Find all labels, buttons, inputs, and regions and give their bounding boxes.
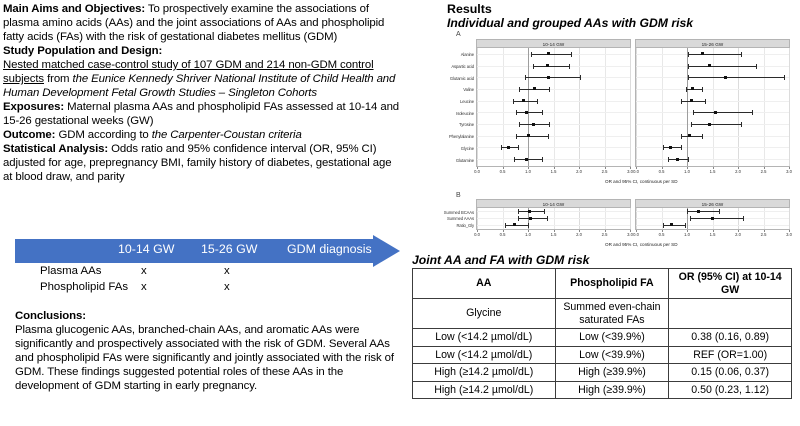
panel-b-facet-strip-label: 10-14 GW <box>476 199 631 208</box>
ci-cap-upper <box>743 216 744 221</box>
x-axis-tick-label: 2.5 <box>760 169 767 174</box>
x-axis-tick-label: 0.5 <box>658 169 665 174</box>
ci-cap-lower <box>681 99 682 104</box>
x-axis-tick-label: 0.0 <box>474 169 480 174</box>
x-axis-tick-label: 1.0 <box>684 169 690 174</box>
outcome-label: Outcome: <box>3 129 56 141</box>
y-axis-category-label: Isoleucine <box>456 110 474 116</box>
outcome-criteria: the Carpenter-Coustan criteria <box>151 129 302 141</box>
ci-cap-lower <box>514 157 515 162</box>
ci-cap-upper <box>719 209 720 214</box>
timeline-stage-labels <box>15 239 375 263</box>
ci-cap-upper <box>549 122 550 127</box>
ci-cap-upper <box>571 52 572 57</box>
ci-cap-upper <box>784 75 785 80</box>
odds-ratio-point <box>711 217 714 220</box>
exposures-paragraph <box>3 100 401 128</box>
odds-ratio-point <box>697 210 700 213</box>
panel-a-facet <box>476 39 631 176</box>
odds-ratio-point <box>714 111 717 114</box>
odds-ratio-point <box>547 76 550 79</box>
panel-a-letter: A <box>456 31 461 38</box>
x-axis-tick-label: 0.5 <box>499 232 506 237</box>
x-axis-tick-label: 1.0 <box>525 232 531 237</box>
ci-cap-upper <box>681 145 682 150</box>
odds-ratio-point <box>701 52 704 55</box>
timeline-row-label: Phospholipid FAs <box>40 281 129 293</box>
ci-cap-lower <box>663 223 664 228</box>
panel-b-facet-strip-label: 15-26 GW <box>635 199 790 208</box>
y-axis-category-label: Glutamine <box>455 157 474 163</box>
table-row <box>413 381 792 399</box>
ci-cap-upper <box>685 223 686 228</box>
ci-cap-upper <box>702 87 703 92</box>
x-axis-caption: OR and 95% CI, continuous per SD <box>605 179 678 184</box>
x-axis-tick-label: 1.0 <box>525 169 531 174</box>
table-header-fa: Phospholipid FA <box>555 269 669 299</box>
panel-a-plot-area <box>635 48 790 167</box>
odds-ratio-point <box>670 223 673 226</box>
ci-cap-lower <box>686 87 687 92</box>
population-heading <box>3 44 401 58</box>
gridline-horizontal <box>477 147 630 148</box>
timeline-stage-1: 10-14 GW <box>118 242 175 256</box>
x-axis-tick-label: 1.5 <box>709 232 716 237</box>
gridline-horizontal <box>477 112 630 113</box>
y-axis-category-label: Ratio_Gly <box>456 223 474 229</box>
abstract-left-column <box>3 2 401 424</box>
ci-cap-lower <box>688 52 689 57</box>
panel-a-facet-strip-label: 15-26 GW <box>635 39 790 48</box>
table-header-or: OR (95% CI) at 10-14 GW <box>669 269 792 299</box>
ci-cap-lower <box>525 75 526 80</box>
x-axis-tick-label: 1.5 <box>550 232 557 237</box>
reference-line <box>528 48 529 166</box>
x-axis-tick-label: 0.5 <box>658 232 665 237</box>
timeline-row-mark-2: x <box>224 265 230 277</box>
y-axis-category-label: Glycine <box>460 145 474 151</box>
table-cell-or: REF (OR=1.00) <box>669 346 792 364</box>
ci-cap-upper <box>518 145 519 150</box>
confidence-interval-bar <box>505 225 528 226</box>
conclusions-body: Plasma glucogenic AAs, branched-chain AAs, and aromatic AAs were significantly and prospectively associated with the risk of GDM. Several AAs and phospholipid FAs were significantly and jointly associated with the risk of GDM. These findings suggested potential roles of these AAs in the development of GDM starting in early pregnancy. <box>15 324 394 392</box>
table-cell-aa: Low (<14.2 µmol/dL) <box>413 346 556 364</box>
gridline-horizontal <box>636 147 789 148</box>
table-row <box>413 346 792 364</box>
conclusions-heading <box>15 309 403 323</box>
x-axis-tick-label: 3.0 <box>786 169 792 174</box>
ci-cap-upper <box>542 110 543 115</box>
statistics-label: Statistical Analysis: <box>3 143 109 155</box>
confidence-interval-bar <box>681 101 705 102</box>
panel-a-container <box>448 39 792 184</box>
x-axis-tick-label: 3.0 <box>627 169 633 174</box>
confidence-interval-bar <box>693 112 752 113</box>
timeline-row-label: Plasma AAs <box>40 265 102 277</box>
gridline-horizontal <box>477 101 630 102</box>
panel-a-plot-area <box>476 48 631 167</box>
gridline-horizontal <box>477 136 630 137</box>
ci-cap-lower <box>693 110 694 115</box>
timeline-row-mark-1: x <box>141 265 147 277</box>
x-axis-tick-label: 2.5 <box>601 169 608 174</box>
conclusions-block <box>15 309 403 393</box>
x-axis-caption: OR and 95% CI, continuous per SD <box>605 242 678 247</box>
odds-ratio-point <box>669 146 672 149</box>
aims-label: Main Aims and Objectives: <box>3 3 146 15</box>
y-axis-category-label: Phenylalanine <box>448 134 474 140</box>
ci-cap-upper <box>537 99 538 104</box>
x-axis-tick-label: 1.5 <box>550 169 557 174</box>
ci-cap-upper <box>549 87 550 92</box>
panel-b-container <box>443 199 792 247</box>
population-label: Study Population and Design: <box>3 45 163 57</box>
confidence-interval-bar <box>688 54 741 55</box>
ci-cap-upper <box>544 209 545 214</box>
ci-cap-lower <box>681 134 682 139</box>
ci-cap-upper <box>705 99 706 104</box>
exposures-text: Maternal plasma AAs and phospholipid FAs assessed at 10-14 and 15-26 gestational weeks (GW) <box>3 101 400 127</box>
gridline-horizontal <box>636 89 789 90</box>
ci-cap-upper <box>752 110 753 115</box>
gridline-horizontal <box>477 124 630 125</box>
x-axis-tick-label: 3.0 <box>786 232 792 237</box>
table-header-row <box>413 269 792 299</box>
aims-paragraph <box>3 2 401 44</box>
confidence-interval-bar <box>533 66 569 67</box>
table-cell-aa: High (≥14.2 µmol/dL) <box>413 381 556 399</box>
odds-ratio-point <box>522 99 525 102</box>
ci-cap-upper <box>548 134 549 139</box>
gridline-horizontal <box>636 136 789 137</box>
timeline-stage-3: GDM diagnosis <box>287 242 372 256</box>
ci-cap-upper <box>756 64 757 69</box>
table-subheader-row <box>413 299 792 329</box>
x-axis-tick-label: 0.0 <box>474 232 480 237</box>
y-axis-category-label: Aspartic acid <box>451 63 474 69</box>
ci-cap-upper <box>547 216 548 221</box>
gridline-horizontal <box>636 159 789 160</box>
confidence-interval-bar <box>525 77 580 78</box>
ci-cap-lower <box>516 110 517 115</box>
gridline-horizontal <box>477 159 630 160</box>
y-axis-category-label: Tyrosine <box>458 122 474 128</box>
gridline-vertical <box>789 208 790 229</box>
table-cell-fa: Low (<39.9%) <box>555 329 669 347</box>
x-axis-tick-label: 2.0 <box>576 169 582 174</box>
x-axis-tick-label: 1.5 <box>709 169 716 174</box>
table-cell-fa: Low (<39.9%) <box>555 346 669 364</box>
confidence-interval-bar <box>518 218 548 219</box>
ci-cap-lower <box>687 209 688 214</box>
table-body <box>413 299 792 399</box>
statistics-text: Odds ratio and 95% confidence interval (OR, 95% CI) adjusted for age, prepregnancy BMI, family history of diabetes, gestational age at blood draw, and parity <box>3 143 392 183</box>
timeline-arrow <box>15 239 401 263</box>
odds-ratio-point <box>532 123 535 126</box>
ci-cap-upper <box>702 134 703 139</box>
ci-cap-upper <box>741 52 742 57</box>
ci-cap-lower <box>690 216 691 221</box>
table-cell-analyte-fa: Summed even-chain saturated FAs <box>555 299 669 329</box>
x-axis-tick-label: 0.0 <box>633 169 639 174</box>
arrow-head-icon <box>373 235 400 267</box>
odds-ratio-point <box>688 134 691 137</box>
ci-cap-lower <box>513 99 514 104</box>
statistics-paragraph <box>3 142 401 184</box>
odds-ratio-point <box>676 158 679 161</box>
population-text: from <box>44 73 73 85</box>
exposures-label: Exposures: <box>3 101 65 113</box>
table-cell-or: 0.50 (0.23, 1.12) <box>669 381 792 399</box>
study-timeline <box>15 239 401 301</box>
table-header-aa: AA <box>413 269 556 299</box>
x-axis-tick-label: 2.0 <box>735 169 741 174</box>
odds-ratio-point <box>528 210 531 213</box>
table-cell-aa: High (≥14.2 µmol/dL) <box>413 364 556 382</box>
odds-ratio-point <box>708 64 711 67</box>
ci-cap-upper <box>688 157 689 162</box>
ci-cap-upper <box>542 157 543 162</box>
population-cohort: the Eunice Kennedy Shriver National Institute of Child Health and Human Development Fetal Growth Studies – Singleton Cohorts <box>3 73 396 99</box>
y-axis-category-label: Alanine <box>460 52 474 58</box>
odds-ratio-point <box>527 134 530 137</box>
table-row <box>413 329 792 347</box>
panel-b-facet <box>476 199 631 239</box>
panel-b-letter: B <box>456 192 461 199</box>
results-title: Results <box>447 2 492 16</box>
odds-ratio-point <box>546 64 549 67</box>
y-axis-category-label: Leucine <box>460 99 474 105</box>
timeline-row <box>15 281 401 297</box>
section-a-title: Individual and grouped AAs with GDM risk <box>447 16 694 30</box>
x-axis-tick-label: 0.5 <box>499 169 506 174</box>
table-row <box>413 364 792 382</box>
table-cell-analyte-aa: Glycine <box>413 299 556 329</box>
population-paragraph <box>3 58 401 100</box>
ci-cap-lower <box>518 209 519 214</box>
odds-ratio-point <box>708 123 711 126</box>
gridline-vertical <box>630 48 631 166</box>
timeline-rows <box>15 265 401 297</box>
ci-cap-upper <box>528 223 529 228</box>
table-cell-fa: High (≥39.9%) <box>555 364 669 382</box>
y-axis-category-label: Summed BCAAs <box>443 209 474 215</box>
population-underlined: Nested matched case-control study of 107 GDM and 214 non-GDM control subjects <box>3 59 374 85</box>
y-axis-category-label: Summed AAAs <box>446 216 474 222</box>
odds-ratio-point <box>547 52 550 55</box>
gridline-vertical <box>630 208 631 229</box>
confidence-interval-bar <box>688 66 756 67</box>
panel-a-facet <box>635 39 790 176</box>
ci-cap-lower <box>668 157 669 162</box>
ci-cap-lower <box>533 64 534 69</box>
x-axis-tick-label: 2.0 <box>576 232 582 237</box>
results-right-column <box>404 0 800 426</box>
gridline-horizontal <box>636 101 789 102</box>
odds-ratio-point <box>724 76 727 79</box>
confidence-interval-bar <box>688 77 784 78</box>
panel-b-plot-area <box>635 208 790 230</box>
gridline-horizontal <box>636 225 789 226</box>
confidence-interval-bar <box>518 211 545 212</box>
odds-ratio-point <box>507 146 510 149</box>
gridline-vertical <box>789 48 790 166</box>
ci-cap-lower <box>691 122 692 127</box>
table-cell-fa: High (≥39.9%) <box>555 381 669 399</box>
odds-ratio-point <box>690 99 693 102</box>
ci-cap-lower <box>688 75 689 80</box>
ci-cap-lower <box>519 122 520 127</box>
confidence-interval-bar <box>516 112 543 113</box>
ci-cap-lower <box>519 87 520 92</box>
confidence-interval-bar <box>531 54 572 55</box>
odds-ratio-point <box>525 158 528 161</box>
x-axis-tick-label: 2.5 <box>601 232 608 237</box>
gridline-horizontal <box>477 225 630 226</box>
table-cell-aa: Low (<14.2 µmol/dL) <box>413 329 556 347</box>
ci-cap-lower <box>688 64 689 69</box>
confidence-interval-bar <box>687 211 719 212</box>
timeline-row <box>15 265 401 281</box>
timeline-stage-2: 15-26 GW <box>201 242 258 256</box>
gridline-horizontal <box>477 211 630 212</box>
ci-cap-upper <box>569 64 570 69</box>
table-cell-analyte-or <box>669 299 792 329</box>
odds-ratio-point <box>533 87 536 90</box>
timeline-row-mark-2: x <box>224 281 230 293</box>
odds-ratio-point <box>513 223 516 226</box>
outcome-text: GDM according to <box>55 129 152 141</box>
odds-ratio-point <box>525 111 528 114</box>
table-cell-or: 0.15 (0.06, 0.37) <box>669 364 792 382</box>
odds-ratio-point <box>691 87 694 90</box>
confidence-interval-bar <box>663 225 685 226</box>
odds-ratio-point <box>529 217 532 220</box>
conclusions-label: Conclusions: <box>15 310 86 322</box>
joint-aa-fa-table <box>412 268 792 399</box>
ci-cap-lower <box>501 145 502 150</box>
x-axis-tick-label: 1.0 <box>684 232 690 237</box>
gridline-horizontal <box>477 89 630 90</box>
panel-b-facet <box>635 199 790 239</box>
abstract-body <box>3 2 401 184</box>
confidence-interval-bar <box>690 218 744 219</box>
ci-cap-upper <box>741 122 742 127</box>
x-axis-tick-label: 2.5 <box>760 232 767 237</box>
y-axis-category-label: Valine <box>463 87 474 93</box>
x-axis-tick-label: 0.0 <box>633 232 639 237</box>
y-axis-category-label: Glutamic acid <box>449 75 474 81</box>
ci-cap-lower <box>516 134 517 139</box>
confidence-interval-bar <box>516 136 549 137</box>
ci-cap-lower <box>505 223 506 228</box>
confidence-interval-bar <box>681 136 702 137</box>
outcome-paragraph <box>3 128 401 142</box>
x-axis-tick-label: 3.0 <box>627 232 633 237</box>
ci-cap-lower <box>531 52 532 57</box>
aims-text: To prospectively examine the associations of plasma amino acids (AAs) and the joint associations of AAs and phospholipid fatty acids (FAs) with the risk of gestational diabetes mellitus (GDM) <box>3 3 385 43</box>
confidence-interval-bar <box>686 89 702 90</box>
timeline-row-mark-1: x <box>141 281 147 293</box>
panel-a-facet-strip-label: 10-14 GW <box>476 39 631 48</box>
x-axis-tick-label: 2.0 <box>735 232 741 237</box>
section-b-title: Joint AA and FA with GDM risk <box>412 253 590 267</box>
ci-cap-upper <box>580 75 581 80</box>
ci-cap-lower <box>518 216 519 221</box>
ci-cap-lower <box>663 145 664 150</box>
table-cell-or: 0.38 (0.16, 0.89) <box>669 329 792 347</box>
panel-b-plot-area <box>476 208 631 230</box>
gridline-horizontal <box>477 218 630 219</box>
confidence-interval-bar <box>691 124 741 125</box>
